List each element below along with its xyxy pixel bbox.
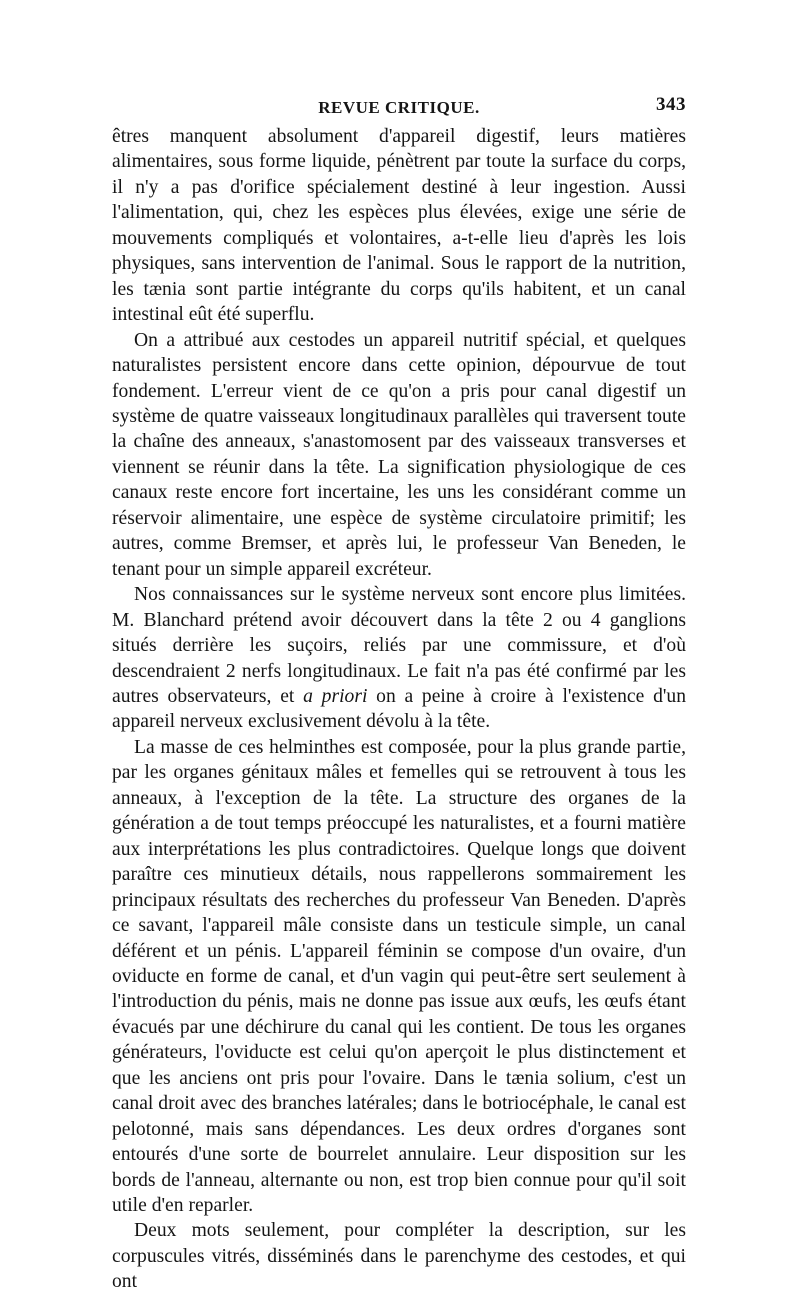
paragraph-1: êtres manquent absolument d'appareil digestif, leurs matières alimentaires, sous forme liquide, pénètrent par toute la surface du corps, il n'y a pas d'orifice spécialement destiné à leur ingestion. Aussi l'alimentation, qui, chez les espèces plus élevées, exige une série de mouvements compliqués et volontaires, a-t-elle lieu d'après les lois physiques, sans intervention de l'animal. Sous le rapport de la nutrition, les tænia sont partie intégrante du corps qu'ils habitent, et un canal intestinal eût été superflu. [112, 126, 686, 326]
paragraph-3 [112, 582, 686, 735]
italic-a-priori: a priori [303, 685, 368, 707]
paragraph-4: La masse de ces helminthes est composée, pour la plus grande partie, par les organes génitaux mâles et femelles qui se retrouvent à tous les anneaux, à l'exception de la tête. La structure des organes de la génération a de tout temps préoccupé les naturalistes, et a fourni matière aux interprétations les plus contradictoires. Quelque longs que doivent paraître ces minutieux détails, nous rappellerons sommairement les principaux résultats des recherches du professeur Van Beneden. D'après ce savant, l'appareil mâle consiste dans un testicule simple, un canal déférent et un pénis. L'appareil féminin se compose d'un ovaire, d'un oviducte en forme de canal, et d'un vagin qui peut-être sert seulement à l'introduction du pénis, mais ne donne pas issue aux œufs, les œufs étant évacués par une déchirure du canal qui les contient. De tous les organes générateurs, l'oviducte est celui qu'on aperçoit le plus distinctement et que les anciens ont pris pour l'ovaire. Dans le tænia solium, c'est un canal droit avec des branches latérales; dans le botriocéphale, le canal est pelotonné, mais sans dépendances. Les deux ordres d'organes sont entourés d'une sorte de bourrelet annulaire. Leur disposition sur les bords de l'anneau, alternante ou non, est trop bien connue pour qu'il soit utile d'en reparler. [112, 736, 686, 1217]
paragraph-5: Deux mots seulement, pour compléter la description, sur les corpuscules vitrés, disséminés dans le parenchyme des cestodes, et qui ont [112, 1220, 686, 1293]
paragraph-3-text-b: on a peine à croire à l'existence d'un appareil nerveux exclusivement dévolu à la tête. [112, 685, 686, 733]
running-title: REVUE CRITIQUE. [318, 98, 480, 117]
paragraph-3-text-a: Nos connaissances sur le système nerveux sont encore plus limitées. M. Blanchard prétend avoir découvert dans la tête 2 ou 4 ganglions situés derrière les suçoirs, reliés par une commissure, et d'où descendraient 2 nerfs longitudinaux. Le fait n'a pas été confirmé par les autres observateurs, et [112, 584, 686, 707]
body-text [112, 124, 686, 1295]
running-head [112, 94, 686, 124]
book-page [112, 94, 686, 1295]
paragraph-2: On a attribué aux cestodes un appareil nutritif spécial, et quelques naturalistes persistent encore dans cette opinion, dépourvue de tout fondement. L'erreur vient de ce qu'on a pris pour canal digestif un système de quatre vaisseaux longitudinaux parallèles qui traversent toute la chaîne des anneaux, s'anastomosent par des vaisseaux transverses et viennent se réunir dans la tête. La signification physiologique de ces canaux reste encore fort incertaine, les uns les considérant comme un réservoir alimentaire, une espèce de système circulatoire primitif; les autres, comme Bremser, et après lui, le professeur Van Beneden, le tenant pour un simple appareil excréteur. [112, 329, 686, 580]
page-number: 343 [656, 94, 686, 115]
